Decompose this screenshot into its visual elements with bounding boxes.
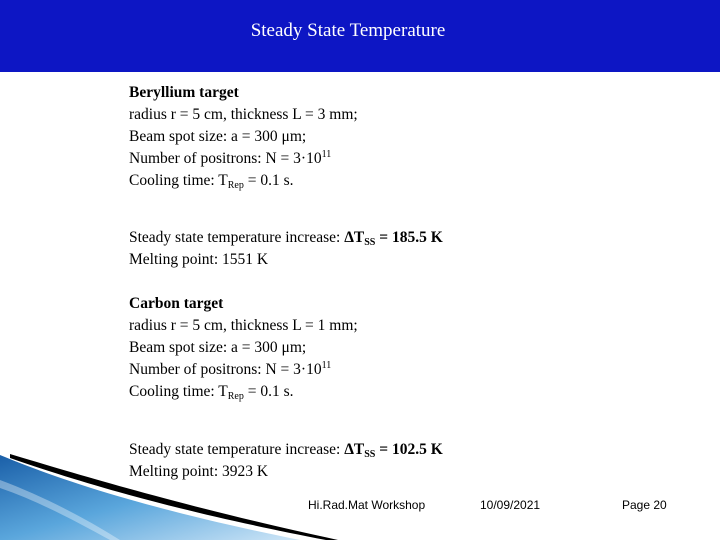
footer-workshop: Hi.Rad.Mat Workshop xyxy=(308,498,426,512)
beryllium-increase-value: = 185.5 K xyxy=(375,229,443,246)
carbon-positrons-text: Number of positrons: N = 3·10 xyxy=(129,361,322,378)
slide-content xyxy=(129,82,689,483)
carbon-heading: Carbon target xyxy=(129,295,224,312)
slide-title: Steady State Temperature xyxy=(250,20,446,41)
carbon-cooling-text: Cooling time: T xyxy=(129,383,228,400)
beryllium-delta-sub: SS xyxy=(364,237,376,248)
beryllium-melting-point: Melting point: 1551 K xyxy=(129,251,269,268)
carbon-geometry: radius r = 5 cm, thickness L = 1 mm; xyxy=(129,317,358,334)
beryllium-increase-label: Steady state temperature increase: xyxy=(129,229,345,246)
beryllium-cooling-sub: Rep xyxy=(227,180,244,191)
beryllium-cooling-text: Cooling time: T xyxy=(129,172,228,189)
carbon-delta-sub: SS xyxy=(364,449,376,460)
beryllium-cooling xyxy=(129,170,689,192)
beryllium-delta-t: ΔT xyxy=(344,229,365,246)
beryllium-cooling-value: = 0.1 s. xyxy=(243,172,294,189)
carbon-cooling xyxy=(129,381,689,403)
carbon-positrons-exponent: 11 xyxy=(321,360,332,371)
carbon-positrons xyxy=(129,359,689,381)
beryllium-heading: Beryllium target xyxy=(129,84,239,101)
beryllium-positrons-text: Number of positrons: N = 3·10 xyxy=(129,150,322,167)
corner-swoosh-decoration xyxy=(0,450,340,540)
carbon-increase-value: = 102.5 K xyxy=(375,441,443,458)
beryllium-temperature-increase xyxy=(129,227,689,249)
beryllium-positrons xyxy=(129,148,689,170)
carbon-cooling-value: = 0.1 s. xyxy=(243,383,294,400)
carbon-cooling-sub: Rep xyxy=(227,391,244,402)
beryllium-positrons-exponent: 11 xyxy=(321,149,332,160)
footer-page-number: Page 20 xyxy=(622,498,667,512)
beryllium-beam-spot: Beam spot size: a = 300 μm; xyxy=(129,128,307,145)
carbon-increase-label: Steady state temperature increase: xyxy=(129,441,345,458)
footer-date: 10/09/2021 xyxy=(480,498,541,512)
carbon-delta-t: ΔT xyxy=(344,441,365,458)
beryllium-geometry: radius r = 5 cm, thickness L = 3 mm; xyxy=(129,106,358,123)
carbon-melting-point: Melting point: 3923 K xyxy=(129,463,269,480)
carbon-beam-spot: Beam spot size: a = 300 μm; xyxy=(129,339,307,356)
beryllium-section xyxy=(129,82,689,271)
